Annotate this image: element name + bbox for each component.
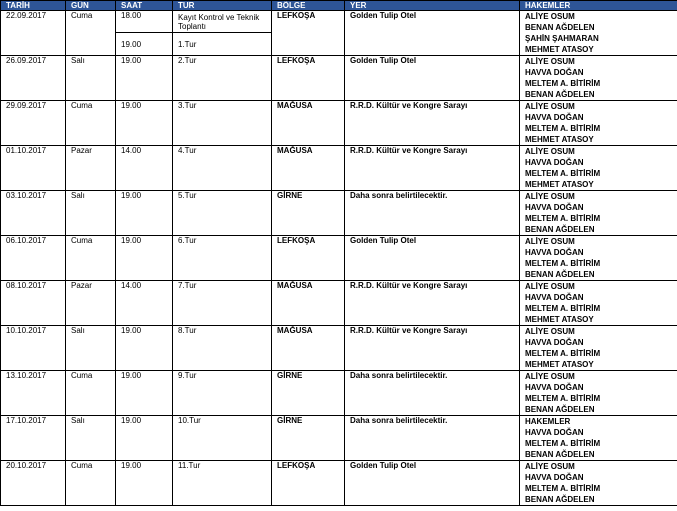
- referee-name: MELTEM A. BİTİRİM: [525, 484, 601, 493]
- round-cell: 5.Tur: [173, 191, 272, 236]
- round-top: Kayıt Kontrol ve Teknik Toplantı: [173, 11, 271, 33]
- region-cell: LEFKOŞA: [272, 56, 345, 101]
- referee-name: ALİYE OSUM: [525, 57, 575, 66]
- referee-name: MELTEM A. BİTİRİM: [525, 439, 601, 448]
- referee-name: ALİYE OSUM: [525, 102, 575, 111]
- referees-cell: [520, 461, 677, 506]
- referee-name: ALİYE OSUM: [525, 462, 575, 471]
- referee-name: HAVVA DOĞAN: [525, 68, 584, 77]
- referee-name: ALİYE OSUM: [525, 237, 575, 246]
- region-cell: MAĞUSA: [272, 326, 345, 371]
- date-cell: 20.10.2017: [1, 461, 66, 506]
- referee-name: ALİYE OSUM: [525, 147, 575, 156]
- region-cell: GİRNE: [272, 191, 345, 236]
- round-cell: 3.Tur: [173, 101, 272, 146]
- round-cell: 8.Tur: [173, 326, 272, 371]
- date-cell: 17.10.2017: [1, 416, 66, 461]
- time-top: 18.00: [116, 11, 172, 33]
- referee-name: ŞAHİN ŞAHMARAN: [525, 34, 599, 43]
- time-cell: 14.00: [116, 146, 173, 191]
- region-cell: MAĞUSA: [272, 146, 345, 191]
- time-cell: 19.00: [116, 236, 173, 281]
- day-cell: Salı: [66, 191, 116, 236]
- referee-name: MEHMET ATASOY: [525, 360, 594, 369]
- round-cell: 11.Tur: [173, 461, 272, 506]
- referee-name: ALİYE OSUM: [525, 282, 575, 291]
- round-bottom: 1.Tur: [178, 39, 197, 49]
- venue-cell: R.R.D. Kültür ve Kongre Sarayı: [345, 281, 520, 326]
- referee-name: MELTEM A. BİTİRİM: [525, 259, 601, 268]
- referees-cell: [520, 371, 677, 416]
- referee-name: HAVVA DOĞAN: [525, 293, 584, 302]
- region-cell: LEFKOŞA: [272, 461, 345, 506]
- referee-name: MELTEM A. BİTİRİM: [525, 124, 601, 133]
- venue-cell: Daha sonra belirtilecektir.: [345, 371, 520, 416]
- region-cell: GİRNE: [272, 416, 345, 461]
- table-row: [1, 236, 677, 281]
- table-row: [1, 56, 677, 101]
- venue-cell: R.R.D. Kültür ve Kongre Sarayı: [345, 326, 520, 371]
- referee-name: MEHMET ATASOY: [525, 315, 594, 324]
- referees-cell: [520, 416, 677, 461]
- time-cell: 19.00: [116, 461, 173, 506]
- referee-name: BENAN AĞDELEN: [525, 90, 595, 99]
- referees-cell: [520, 101, 677, 146]
- referee-name: MELTEM A. BİTİRİM: [525, 169, 601, 178]
- referee-name: HAKEMLER: [525, 417, 571, 426]
- date-cell: 26.09.2017: [1, 56, 66, 101]
- table-row: [1, 371, 677, 416]
- table-row: [1, 146, 677, 191]
- referee-name: MELTEM A. BİTİRİM: [525, 394, 601, 403]
- day-cell: Pazar: [66, 146, 116, 191]
- venue-cell: R.R.D. Kültür ve Kongre Sarayı: [345, 101, 520, 146]
- round-cell: [173, 11, 272, 56]
- referee-name: HAVVA DOĞAN: [525, 428, 584, 437]
- referees-cell: [520, 11, 677, 56]
- referee-name: ALİYE OSUM: [525, 327, 575, 336]
- referee-name: MELTEM A. BİTİRİM: [525, 304, 601, 313]
- referee-name: ALİYE OSUM: [525, 12, 575, 21]
- table-row: [1, 461, 677, 506]
- date-cell: 08.10.2017: [1, 281, 66, 326]
- table-row: [1, 281, 677, 326]
- referee-name: HAVVA DOĞAN: [525, 338, 584, 347]
- referee-name: HAVVA DOĞAN: [525, 383, 584, 392]
- day-cell: Cuma: [66, 371, 116, 416]
- time-cell: 19.00: [116, 191, 173, 236]
- day-cell: Salı: [66, 416, 116, 461]
- venue-cell: Golden Tulip Otel: [345, 461, 520, 506]
- referee-name: MELTEM A. BİTİRİM: [525, 349, 601, 358]
- round-cell: 7.Tur: [173, 281, 272, 326]
- referee-name: HAVVA DOĞAN: [525, 113, 584, 122]
- referee-name: BENAN AĞDELEN: [525, 495, 595, 504]
- referee-name: BENAN AĞDELEN: [525, 450, 595, 459]
- day-cell: Salı: [66, 56, 116, 101]
- time-cell: 19.00: [116, 371, 173, 416]
- referees-cell: [520, 236, 677, 281]
- venue-cell: Daha sonra belirtilecektir.: [345, 416, 520, 461]
- referee-name: MEHMET ATASOY: [525, 135, 594, 144]
- header-tur: TUR: [173, 1, 272, 11]
- date-cell: 29.09.2017: [1, 101, 66, 146]
- time-cell: 19.00: [116, 101, 173, 146]
- venue-cell: Daha sonra belirtilecektir.: [345, 191, 520, 236]
- day-cell: Cuma: [66, 236, 116, 281]
- header-tarih: TARİH: [1, 1, 66, 11]
- header-yer: YER: [345, 1, 520, 11]
- table-row: [1, 416, 677, 461]
- referee-name: MELTEM A. BİTİRİM: [525, 214, 601, 223]
- time-cell: 19.00: [116, 416, 173, 461]
- date-cell: 13.10.2017: [1, 371, 66, 416]
- time-cell: 19.00: [116, 326, 173, 371]
- region-cell: LEFKOŞA: [272, 236, 345, 281]
- referee-name: HAVVA DOĞAN: [525, 158, 584, 167]
- referee-name: HAVVA DOĞAN: [525, 203, 584, 212]
- day-cell: Cuma: [66, 11, 116, 56]
- referee-name: HAVVA DOĞAN: [525, 248, 584, 257]
- venue-cell: Golden Tulip Otel: [345, 56, 520, 101]
- day-cell: Cuma: [66, 101, 116, 146]
- referee-name: MEHMET ATASOY: [525, 180, 594, 189]
- header-gun: GÜN: [66, 1, 116, 11]
- referee-name: BENAN AĞDELEN: [525, 23, 595, 32]
- round-cell: 10.Tur: [173, 416, 272, 461]
- header-hakemler: HAKEMLER: [520, 1, 677, 11]
- time-cell: [116, 11, 173, 56]
- date-cell: 01.10.2017: [1, 146, 66, 191]
- venue-cell: Golden Tulip Otel: [345, 11, 520, 56]
- header-bolge: BÖLGE: [272, 1, 345, 11]
- referees-cell: [520, 146, 677, 191]
- date-cell: 22.09.2017: [1, 11, 66, 56]
- round-cell: 2.Tur: [173, 56, 272, 101]
- date-cell: 10.10.2017: [1, 326, 66, 371]
- referees-cell: [520, 281, 677, 326]
- referee-name: ALİYE OSUM: [525, 192, 575, 201]
- referee-name: ALİYE OSUM: [525, 372, 575, 381]
- table-row: [1, 101, 677, 146]
- referees-cell: [520, 56, 677, 101]
- header-saat: SAAT: [116, 1, 173, 11]
- venue-cell: Golden Tulip Otel: [345, 236, 520, 281]
- referee-name: MELTEM A. BİTİRİM: [525, 79, 601, 88]
- date-cell: 03.10.2017: [1, 191, 66, 236]
- referee-name: BENAN AĞDELEN: [525, 270, 595, 279]
- round-cell: 6.Tur: [173, 236, 272, 281]
- round-cell: 4.Tur: [173, 146, 272, 191]
- day-cell: Cuma: [66, 461, 116, 506]
- time-bottom: 19.00: [121, 39, 142, 49]
- time-cell: 14.00: [116, 281, 173, 326]
- header-row: [1, 1, 677, 11]
- referee-name: HAVVA DOĞAN: [525, 473, 584, 482]
- region-cell: LEFKOŞA: [272, 11, 345, 56]
- region-cell: GİRNE: [272, 371, 345, 416]
- day-cell: Pazar: [66, 281, 116, 326]
- venue-cell: R.R.D. Kültür ve Kongre Sarayı: [345, 146, 520, 191]
- date-cell: 06.10.2017: [1, 236, 66, 281]
- region-cell: MAĞUSA: [272, 281, 345, 326]
- table-row: [1, 326, 677, 371]
- day-cell: Salı: [66, 326, 116, 371]
- referee-name: BENAN AĞDELEN: [525, 405, 595, 414]
- table-row: [1, 11, 677, 56]
- round-cell: 9.Tur: [173, 371, 272, 416]
- referee-name: BENAN AĞDELEN: [525, 225, 595, 234]
- region-cell: MAĞUSA: [272, 101, 345, 146]
- table-row: [1, 191, 677, 236]
- referee-name: MEHMET ATASOY: [525, 45, 594, 54]
- referees-cell: [520, 191, 677, 236]
- referees-cell: [520, 326, 677, 371]
- time-cell: 19.00: [116, 56, 173, 101]
